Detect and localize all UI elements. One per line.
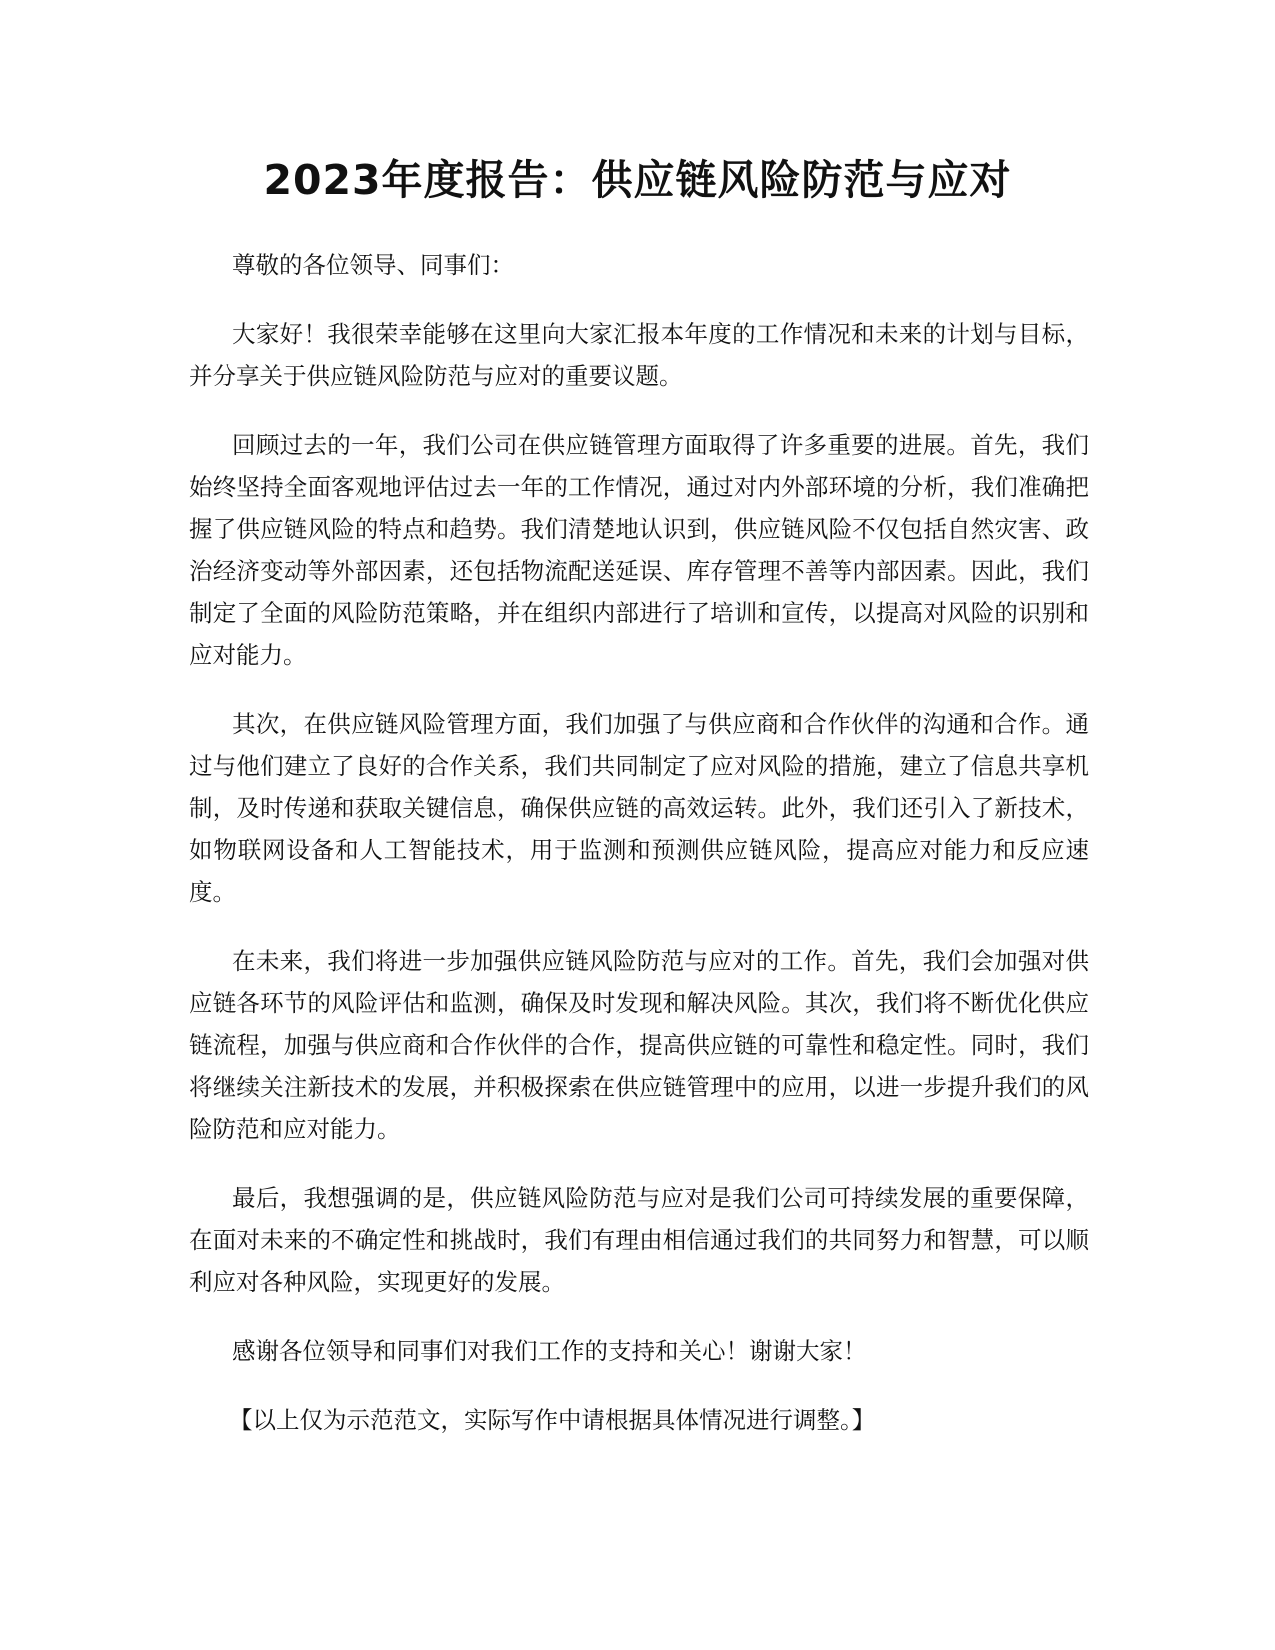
salutation-paragraph: 尊敬的各位领导、同事们： — [232, 251, 514, 279]
future-plan-paragraph: 在未来，我们将进一步加强供应链风险防范与应对的工作。首先，我们会加强对供应链各环节的风险评估和监测，确保及时发现和解决风险。其次，我们将不断优化供应链流程，加强与供应商和合作伙伴的合作，提高供应链的可靠性和稳定性。同时，我们将继续关注新技术的发展，并积极探索在供应链管理中的应用，以进一步提升我们的风险防范和应对能力。 — [189, 947, 1089, 1143]
thanks-paragraph: 感谢各位领导和同事们对我们工作的支持和关心！谢谢大家！ — [232, 1337, 867, 1365]
conclusion-paragraph: 最后，我想强调的是，供应链风险防范与应对是我们公司可持续发展的重要保障，在面对未来的不确定性和挑战时，我们有理由相信通过我们的共同努力和智慧，可以顺利应对各种风险，实现更好的发展。 — [189, 1184, 1089, 1296]
disclaimer-note: 【以上仅为示范范文，实际写作中请根据具体情况进行调整。】 — [229, 1406, 876, 1434]
document-title: 2023年度报告：供应链风险防范与应对 — [263, 156, 1012, 204]
management-paragraph: 其次，在供应链风险管理方面，我们加强了与供应商和合作伙伴的沟通和合作。通过与他们建立了良好的合作关系，我们共同制定了应对风险的措施，建立了信息共享机制，及时传递和获取关键信息，确保供应链的高效运转。此外，我们还引入了新技术，如物联网设备和人工智能技术，用于监测和预测供应链风险，提高应对能力和反应速度。 — [189, 710, 1089, 906]
document-body — [189, 244, 1089, 1468]
review-paragraph: 回顾过去的一年，我们公司在供应链管理方面取得了许多重要的进展。首先，我们始终坚持全面客观地评估过去一年的工作情况，通过对内外部环境的分析，我们准确把握了供应链风险的特点和趋势。我们清楚地认识到，供应链风险不仅包括自然灾害、政治经济变动等外部因素，还包括物流配送延误、库存管理不善等内部因素。因此，我们制定了全面的风险防范策略，并在组织内部进行了培训和宣传，以提高对风险的识别和应对能力。 — [189, 431, 1089, 669]
greeting-paragraph: 大家好！我很荣幸能够在这里向大家汇报本年度的工作情况和未来的计划与目标，并分享关于供应链风险防范与应对的重要议题。 — [189, 320, 1089, 390]
